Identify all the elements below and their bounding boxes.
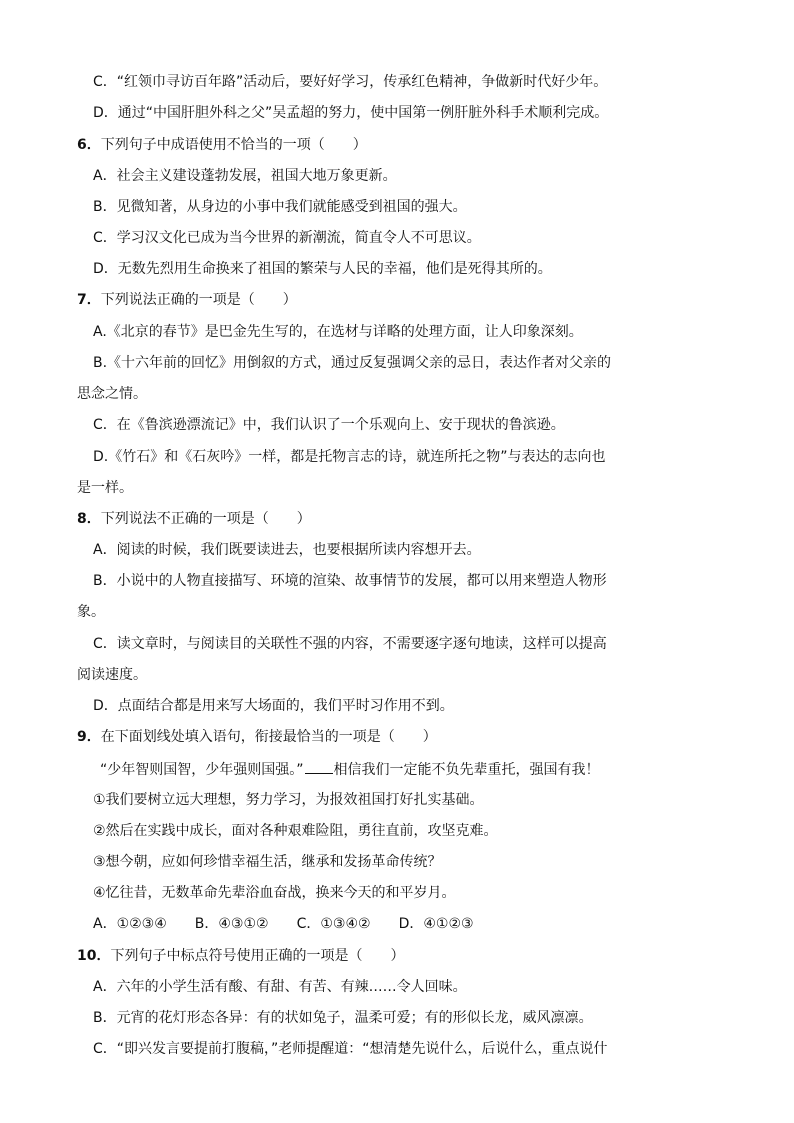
- q9-fill-blank: [305, 759, 333, 774]
- q7-number: 7．: [77, 292, 101, 308]
- q8-stem-text: 下列说法不正确的一项是（ ）: [100, 511, 311, 527]
- q9-quote-pre: “少年智则国智，少年强则国强。”: [100, 762, 304, 778]
- q7-option-d-line2: 是一样。: [77, 480, 133, 496]
- q7-option-a: A.《北京的春节》是巴金先生写的，在选材与详略的处理方面，让人印象深刻。: [93, 324, 583, 340]
- q8-stem: [77, 509, 311, 529]
- q8-option-a: A．阅读的时候，我们既要读进去，也要根据所读内容想开去。: [93, 542, 481, 558]
- q8-option-d: D．点面结合都是用来写大场面的，我们平时习作用不到。: [93, 698, 454, 714]
- q6-stem: [77, 135, 367, 155]
- q9-sentence-1: ①我们要树立远大理想，努力学习，为报效祖国打好扎实基础。: [93, 792, 484, 808]
- q7-option-d-line1: D.《竹石》和《石灰吟》一样，都是托物言志的诗，就连所托之物”与表达的志向也: [93, 449, 606, 465]
- q9-stem: [77, 727, 437, 747]
- q6-number: 6．: [77, 137, 101, 153]
- q9-option-d: D．④①②③: [398, 916, 474, 932]
- q7-stem: [77, 290, 297, 310]
- q9-sentence-3: ③想今朝，应如何珍惜幸福生活，继承和发扬革命传统？: [93, 854, 442, 870]
- q6-option-b: B．见微知著，从身边的小事中我们就能感受到祖国的强大。: [93, 199, 467, 215]
- q9-option-c: C．①③④②: [296, 916, 371, 932]
- q5-option-c: C．“红领巾寻访百年路”活动后，要好好学习，传承红色精神，争做新时代好少年。: [93, 74, 608, 90]
- q5-option-d: D．通过“中国肝胆外科之父”吴孟超的努力，使中国第一例肝脏外科手术顺利完成。: [93, 105, 609, 121]
- q8-option-c-line2: 阅读速度。: [77, 667, 147, 683]
- q9-option-a: A．①②③④: [93, 916, 167, 932]
- q6-option-c: C．学习汉文化已成为当今世界的新潮流，简直令人不可思议。: [93, 230, 481, 246]
- q9-number: 9．: [77, 729, 101, 745]
- q10-number: 10．: [77, 948, 111, 964]
- q8-option-c-line1: C．读文章时，与阅读目的关联性不强的内容，不需要逐字逐句地读，这样可以提高: [93, 636, 607, 652]
- q9-option-b: B．④③①②: [194, 916, 269, 932]
- q9-quote-post: 相信我们一定能不负先辈重托，强国有我！: [333, 762, 600, 778]
- q10-stem-text: 下列句子中标点符号使用正确的一项是（ ）: [110, 948, 405, 964]
- q6-stem-text: 下列句子中成语使用不恰当的一项（ ）: [100, 137, 367, 153]
- q8-option-b-line2: 象。: [77, 604, 105, 620]
- q9-stem-text: 在下面划线处填入语句，衔接最恰当的一项是（ ）: [100, 729, 437, 745]
- q7-stem-text: 下列说法正确的一项是（ ）: [100, 292, 297, 308]
- q7-option-b-line2: 思念之情。: [77, 386, 147, 402]
- q6-option-d: D．无数先烈用生命换来了祖国的繁荣与人民的幸福，他们是死得其所的。: [93, 261, 552, 277]
- q7-option-c: C．在《鲁滨逊漂流记》中，我们认识了一个乐观向上、安于现状的鲁滨逊。: [93, 417, 565, 433]
- q9-sentence-2: ②然后在实践中成长，面对各种艰难险阻，勇往直前，攻坚克难。: [93, 823, 498, 839]
- q6-option-a: A．社会主义建设蓬勃发展，祖国大地万象更新。: [93, 168, 397, 184]
- q9-quote: [100, 759, 600, 780]
- q8-option-b-line1: B．小说中的人物直接描写、环境的渲染、故事情节的发展，都可以用来塑造人物形: [93, 573, 607, 589]
- q9-options: [93, 914, 502, 934]
- q7-option-b-line1: B.《十六年前的回忆》用倒叙的方式，通过反复强调父亲的忌日，表达作者对父亲的: [93, 355, 612, 371]
- q8-number: 8．: [77, 511, 101, 527]
- q10-stem: [77, 946, 404, 966]
- q10-option-b: B．元宵的花灯形态各异：有的状如兔子，温柔可爱；有的形似长龙，威风凛凛。: [93, 1010, 593, 1026]
- q10-option-a: A．六年的小学生活有酸、有甜、有苦、有辣……令人回味。: [93, 979, 467, 995]
- q10-option-c: C．“即兴发言要提前打腹稿，”老师提醒道：“想清楚先说什么，后说什么，重点说什: [93, 1041, 608, 1057]
- q9-sentence-4: ④忆往昔，无数革命先辈浴血奋战，换来今天的和平岁月。: [93, 885, 456, 901]
